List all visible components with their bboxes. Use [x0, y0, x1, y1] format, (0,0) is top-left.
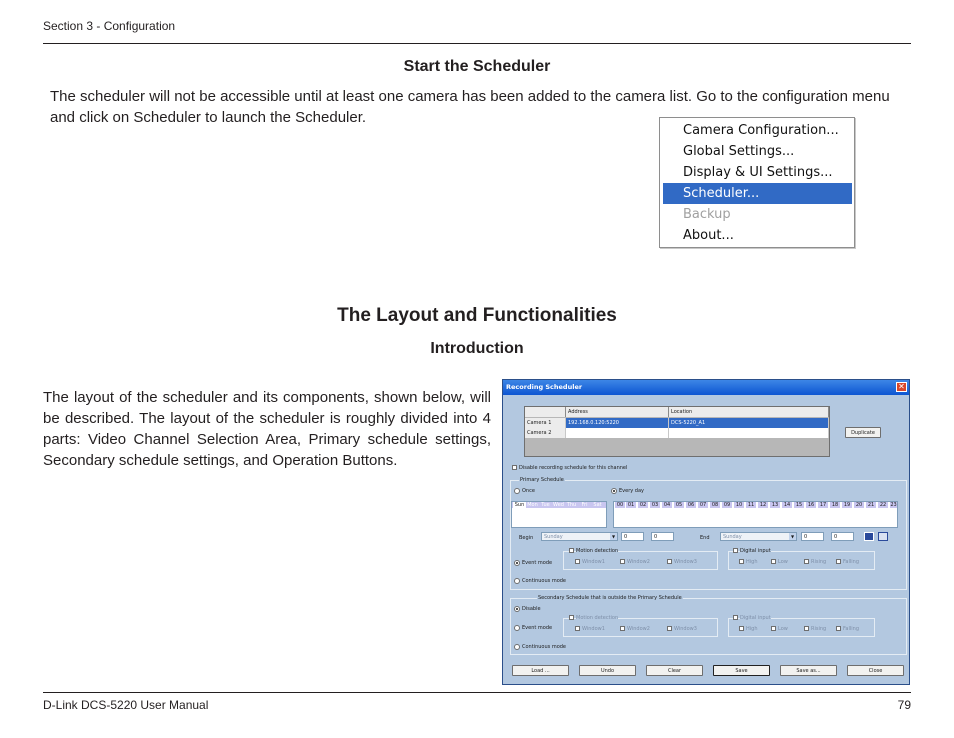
primary-high-label: High	[746, 559, 758, 565]
day-cell[interactable]: Fri	[581, 502, 588, 508]
layout-heading: The Layout and Functionalities	[337, 305, 617, 326]
hour-cell[interactable]: 20	[855, 502, 863, 508]
introduction-subheading: Introduction	[430, 340, 524, 357]
begin-day-value: Sunday	[544, 534, 563, 540]
table-row[interactable]	[525, 428, 829, 438]
end-day-select[interactable]	[720, 532, 797, 541]
primary-motion-checkbox[interactable]	[569, 548, 574, 553]
primary-window3-checkbox[interactable]	[667, 559, 672, 564]
begin-label: Begin	[519, 535, 534, 541]
secondary-low-checkbox[interactable]	[771, 626, 776, 631]
clear-button[interactable]: Clear	[646, 665, 703, 676]
disable-schedule-label: Disable recording schedule for this channel	[519, 465, 628, 471]
secondary-window1-checkbox[interactable]	[575, 626, 580, 631]
begin-minute-stepper[interactable]	[651, 532, 674, 541]
begin-minute-value: 0	[654, 534, 658, 540]
secondary-low-label: Low	[778, 626, 788, 632]
secondary-digital-checkbox[interactable]	[733, 615, 738, 620]
day-cell[interactable]: Tue	[541, 502, 550, 508]
secondary-high-checkbox[interactable]	[739, 626, 744, 631]
day-cell[interactable]: Mon	[527, 502, 538, 508]
camera-table	[524, 406, 830, 457]
menu-item-display-ui-settings[interactable]: Display & UI Settings...	[683, 165, 833, 180]
add-schedule-icon[interactable]	[864, 532, 874, 541]
menu-item-camera-configuration[interactable]: Camera Configuration...	[683, 123, 839, 138]
day-cell[interactable]: Sat	[593, 502, 602, 508]
start-scheduler-heading: Start the Scheduler	[403, 58, 551, 75]
hour-cell[interactable]: 04	[663, 502, 671, 508]
hour-cell[interactable]: 21	[867, 502, 875, 508]
table-header-blank	[525, 407, 566, 417]
header-rule	[43, 43, 911, 44]
primary-event-mode-radio[interactable]	[514, 560, 520, 566]
load-button[interactable]: Load ...	[512, 665, 569, 676]
start-scheduler-paragraph: The scheduler will not be accessible until at least one camera has been added to the camera list. Go to the configuration menu and click on Scheduler to launch the Scheduler.	[50, 88, 890, 126]
disable-schedule-checkbox[interactable]	[512, 465, 517, 470]
once-radio[interactable]	[514, 488, 520, 494]
menu-item-backup: Backup	[683, 207, 731, 222]
secondary-falling-label: Falling	[843, 626, 859, 632]
camera-location: DCS-5220_A1	[669, 418, 829, 428]
secondary-window3-label: Window3	[674, 626, 697, 632]
save-as-button[interactable]: Save as...	[780, 665, 837, 676]
hour-cell[interactable]: 14	[783, 502, 791, 508]
primary-continuous-label: Continuous mode	[522, 578, 567, 584]
hour-cell[interactable]: 06	[687, 502, 695, 508]
remove-schedule-icon[interactable]	[878, 532, 888, 541]
primary-window1-checkbox[interactable]	[575, 559, 580, 564]
hour-cell[interactable]: 02	[639, 502, 647, 508]
hour-cell[interactable]: 12	[759, 502, 767, 508]
page-number: 79	[897, 698, 911, 712]
every-day-radio[interactable]	[611, 488, 617, 494]
primary-low-checkbox[interactable]	[771, 559, 776, 564]
primary-falling-checkbox[interactable]	[836, 559, 841, 564]
primary-schedule-label: Primary Schedule	[520, 477, 564, 483]
day-cell[interactable]: Wed	[553, 502, 564, 508]
secondary-high-label: High	[746, 626, 758, 632]
secondary-event-mode-label: Event mode	[522, 625, 553, 631]
primary-digital-checkbox[interactable]	[733, 548, 738, 553]
table-header-location: Location	[669, 407, 829, 417]
secondary-rising-checkbox[interactable]	[804, 626, 809, 631]
end-day-value: Sunday	[723, 534, 742, 540]
camera-name: Camera 1	[525, 418, 566, 428]
secondary-schedule-label: Secondary Schedule that is outside the Primary Schedule	[538, 595, 682, 601]
secondary-motion-checkbox[interactable]	[569, 615, 574, 620]
secondary-motion-label: Motion detection	[576, 615, 619, 621]
configuration-menu	[659, 117, 855, 248]
table-header-address: Address	[566, 407, 669, 417]
primary-window2-checkbox[interactable]	[620, 559, 625, 564]
duplicate-button[interactable]: Duplicate	[845, 427, 881, 438]
camera-address: 192.168.0.120:5220	[566, 418, 669, 428]
section-header: Section 3 - Configuration	[43, 19, 176, 33]
secondary-disable-radio[interactable]	[514, 606, 520, 612]
secondary-falling-checkbox[interactable]	[836, 626, 841, 631]
chevron-down-icon[interactable]: ▼	[611, 534, 616, 539]
camera-address	[566, 428, 669, 438]
hour-cell[interactable]: 15	[795, 502, 803, 508]
recording-scheduler-window	[502, 379, 910, 685]
secondary-window3-checkbox[interactable]	[667, 626, 672, 631]
primary-window2-label: Window2	[627, 559, 650, 565]
primary-window1-label: Window1	[582, 559, 605, 565]
layout-paragraph: The layout of the scheduler and its components, shown below, will be described. The layout of the scheduler is roughly divided into 4 parts: Video Channel Selection Area, Primary schedule settings, Secondary schedule settings, and Operation Buttons.	[43, 389, 491, 469]
day-cell[interactable]: Thu	[566, 502, 577, 508]
hour-cell[interactable]: 22	[879, 502, 887, 508]
every-day-label: Every day	[619, 488, 644, 494]
primary-rising-label: Rising	[811, 559, 827, 565]
hour-cell[interactable]: 10	[735, 502, 743, 508]
secondary-window1-label: Window1	[582, 626, 605, 632]
hour-cell[interactable]: 03	[651, 502, 659, 508]
end-hour-value: 0	[804, 534, 808, 540]
primary-window3-label: Window3	[674, 559, 697, 565]
begin-hour-stepper[interactable]	[621, 532, 644, 541]
hour-cell[interactable]: 09	[723, 502, 731, 508]
primary-continuous-radio[interactable]	[514, 578, 520, 584]
primary-high-checkbox[interactable]	[739, 559, 744, 564]
hour-cell[interactable]: 07	[699, 502, 707, 508]
save-button[interactable]: Save	[713, 665, 770, 676]
once-label: Once	[522, 488, 535, 494]
close-icon[interactable]: ✕	[896, 382, 907, 392]
end-minute-value: 0	[834, 534, 838, 540]
window-title: Recording Scheduler	[506, 383, 583, 391]
menu-item-scheduler[interactable]: Scheduler...	[663, 183, 852, 204]
secondary-rising-label: Rising	[811, 626, 827, 632]
close-button[interactable]: Close	[847, 665, 904, 676]
hour-cell[interactable]: 13	[771, 502, 779, 508]
secondary-continuous-radio[interactable]	[514, 644, 520, 650]
hour-cell[interactable]: 23	[890, 502, 897, 508]
secondary-window2-label: Window2	[627, 626, 650, 632]
secondary-digital-label: Digital input	[740, 615, 771, 621]
camera-location	[669, 428, 829, 438]
hour-cell[interactable]: 19	[843, 502, 851, 508]
secondary-disable-label: Disable	[522, 606, 541, 612]
hour-cell[interactable]: 11	[747, 502, 755, 508]
hour-cell[interactable]: 18	[831, 502, 839, 508]
primary-event-mode-label: Event mode	[522, 560, 553, 566]
camera-name: Camera 2	[525, 428, 566, 438]
day-selector[interactable]	[511, 501, 607, 528]
secondary-event-mode-radio[interactable]	[514, 625, 520, 631]
primary-falling-label: Falling	[843, 559, 859, 565]
hour-cell[interactable]: 05	[675, 502, 683, 508]
day-cell[interactable]: Sun	[514, 502, 525, 508]
hour-selector[interactable]	[613, 501, 898, 528]
window-titlebar[interactable]	[503, 380, 909, 395]
menu-item-about[interactable]: About...	[683, 228, 734, 243]
begin-hour-value: 0	[624, 534, 628, 540]
end-label: End	[700, 535, 710, 541]
undo-button[interactable]: Undo	[579, 665, 636, 676]
hour-cell[interactable]: 08	[711, 502, 719, 508]
day-strip	[512, 502, 606, 508]
primary-digital-label: Digital input	[740, 548, 771, 554]
primary-motion-label: Motion detection	[576, 548, 619, 554]
table-row[interactable]	[525, 418, 829, 428]
chevron-down-icon[interactable]: ▼	[790, 534, 795, 539]
end-minute-stepper[interactable]	[831, 532, 854, 541]
primary-low-label: Low	[778, 559, 788, 565]
secondary-continuous-label: Continuous mode	[522, 644, 567, 650]
manual-title: D-Link DCS-5220 User Manual	[43, 698, 209, 712]
hour-cell[interactable]: 01	[627, 502, 635, 508]
hour-cell[interactable]: 00	[616, 502, 624, 508]
hour-cell[interactable]: 17	[819, 502, 827, 508]
footer-rule	[43, 692, 911, 693]
hour-cell[interactable]: 16	[807, 502, 815, 508]
secondary-window2-checkbox[interactable]	[620, 626, 625, 631]
menu-item-global-settings[interactable]: Global Settings...	[683, 144, 795, 159]
begin-day-select[interactable]	[541, 532, 618, 541]
end-hour-stepper[interactable]	[801, 532, 824, 541]
primary-rising-checkbox[interactable]	[804, 559, 809, 564]
